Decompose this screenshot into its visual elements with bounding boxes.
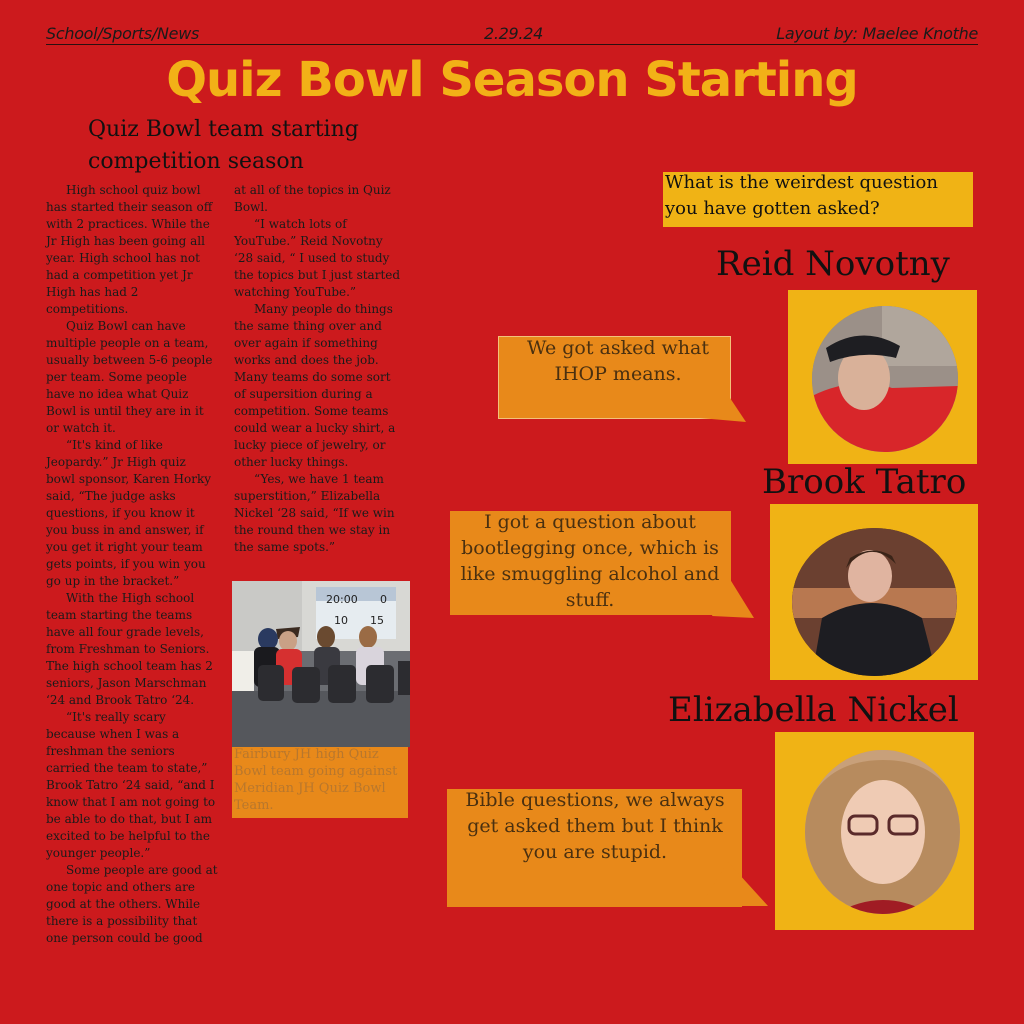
answer-text: We got asked what IHOP means. — [526, 337, 710, 385]
paragraph: Some people are good at one topic and others are good at the others. While there is a possibility that one person could be good — [46, 863, 218, 945]
layout-credit: Layout by: Maelee Knothe — [776, 24, 978, 43]
paragraph: “It's really scary because when I was a freshman the seniors carried the team to state,” Brook Tatro ‘24 said, “and I know that I am not going to be able to do that, but I am excited to be helpful to the younger people.” — [46, 710, 216, 860]
bubble-tail — [700, 386, 748, 424]
answer-text: I got a question about bootlegging once, which is like smuggling alcohol and stuff. — [460, 511, 720, 611]
sidebar-question: What is the weirdest question you have gotten asked? — [665, 172, 938, 219]
answer-text: Bible questions, we always get asked them but I think you are stupid. — [465, 789, 725, 863]
person-name: Brook Tatro — [762, 462, 967, 502]
paragraph: “I watch lots of YouTube.” Reid Novotny ‘28 said, “ I used to study the topics but I just started watching YouTube.” — [234, 217, 401, 299]
portrait-illustration — [812, 306, 958, 452]
paragraph: at all of the topics in Quiz Bowl. — [234, 183, 391, 214]
scoreboard-time: 20:00 — [326, 593, 358, 606]
portrait-frame — [770, 504, 978, 680]
paragraph: “It's kind of like Jeopardy.” Jr High quiz bowl sponsor, Karen Horky said, “The judge asks questions, if you know it you buss in and answer, if you get it right your team gets points, if you win you go up in the bracket.” — [46, 438, 212, 588]
page-headline: Quiz Bowl Season Starting — [166, 52, 858, 108]
article-column-2 — [234, 182, 402, 556]
portrait-elizabella — [805, 750, 960, 914]
portrait-brook — [792, 528, 957, 676]
portrait-illustration — [792, 528, 957, 676]
photo-caption: Fairbury JH high Quiz Bowl team going against Meridian JH Quiz Bowl Team. — [234, 747, 398, 813]
paragraph: High school quiz bowl has started their season off with 2 practices. While the Jr High has been going all year. High school has not had a competition yet Jr High has had 2 competitions. — [46, 183, 213, 316]
article-subheadline: Quiz Bowl team starting competition season — [88, 117, 359, 174]
issue-date: 2.29.24 — [484, 24, 543, 43]
portrait-illustration — [805, 750, 960, 914]
paragraph: “Yes, we have 1 team superstition,” Elizabella Nickel ‘28 said, “If we win the round then we stay in the same spots.” — [234, 472, 395, 554]
scoreboard-score-right: 15 — [370, 614, 384, 627]
scoreboard-score-left: 10 — [334, 614, 348, 627]
portrait-frame — [788, 290, 977, 464]
article-column-1 — [46, 182, 218, 947]
bubble-tail — [700, 862, 770, 908]
person-name: Elizabella Nickel — [668, 690, 959, 730]
portrait-frame — [775, 732, 974, 930]
team-photo — [232, 581, 410, 747]
scoreboard-top-right: 0 — [380, 593, 387, 606]
section-label: School/Sports/News — [46, 24, 200, 43]
paragraph: Many people do things the same thing over and over again if something works and does the job. Many teams do some sort of supersition during a competition. Some teams could wear a lucky shirt, a lucky piece of jewelry, or other lucky things. — [234, 302, 396, 469]
portrait-reid — [812, 306, 958, 452]
person-name: Reid Novotny — [716, 244, 950, 284]
paragraph: Quiz Bowl can have multiple people on a team, usually between 5-6 people per team. Some people have no idea what Quiz Bowl is until they are in it or watch it. — [46, 319, 213, 435]
header-rule — [46, 44, 978, 45]
paragraph: With the High school team starting the teams have all four grade levels, from Freshman to Seniors. The high school team has 2 seniors, Jason Marschman ‘24 and Brook Tatro ‘24. — [46, 591, 213, 707]
